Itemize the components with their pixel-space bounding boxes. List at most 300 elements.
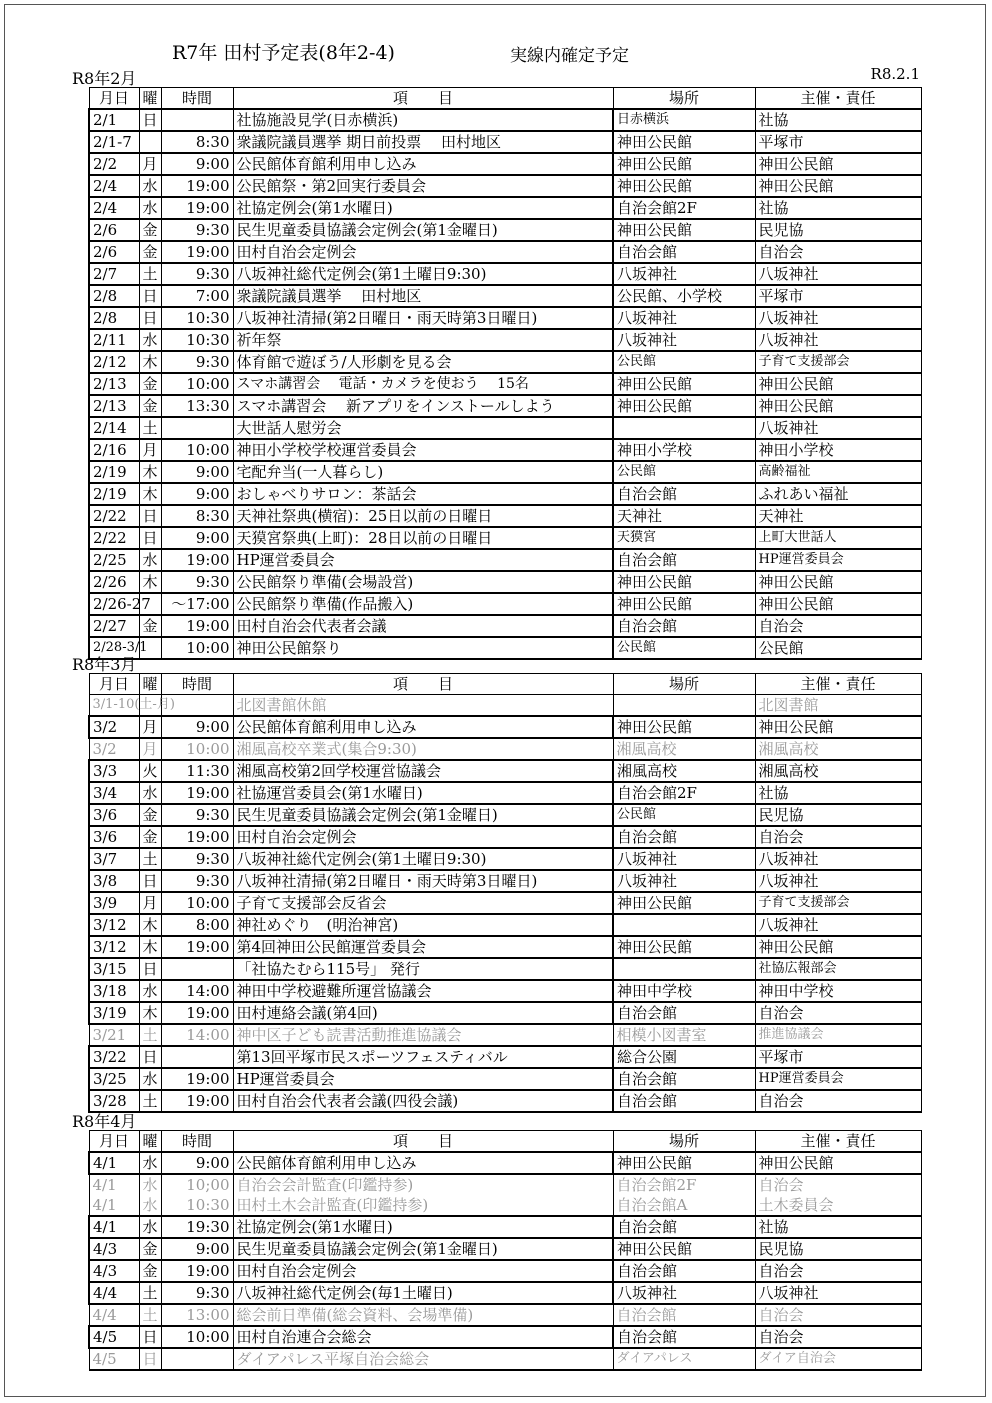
date-cell: 3/12 [89,936,139,958]
organizer-cell: 神田公民館 [755,153,921,175]
place-cell: 自治会館 [613,1216,755,1238]
time-cell: 9:30 [161,571,233,593]
item-cell: 民生児童委員協議会定例会(第1金曜日) [233,804,613,826]
item-cell: 公民館体育館利用申し込み [233,153,613,175]
organizer-cell: 神田小学校 [755,439,921,461]
weekday-cell: 日 [139,958,161,980]
weekday-cell: 日 [139,870,161,892]
organizer-cell: 八坂神社 [755,307,921,329]
weekday-cell: 水 [139,782,161,804]
item-cell: 八坂神社総代定例会(第1土曜日9:30) [233,848,613,870]
table-row [89,549,921,571]
table-row [89,1046,921,1068]
table-row [89,307,921,329]
table-row [89,980,921,1002]
time-cell: 10:00 [161,373,233,395]
organizer-cell: 平塚市 [755,131,921,153]
organizer-cell: HP運営委員会 [755,549,921,571]
item-cell: 社協施設見学(日赤横浜) [233,109,613,131]
organizer-cell: 八坂神社 [755,870,921,892]
weekday-cell: 金 [139,1238,161,1260]
date-cell: 3/19 [89,1002,139,1024]
time-cell: 9:30 [161,804,233,826]
schedule-table-apr [88,1130,922,1371]
weekday-cell: 金 [139,826,161,848]
date-cell: 2/14 [89,417,139,439]
place-cell: 神田公民館 [613,175,755,197]
weekday-cell: 水 [139,197,161,219]
item-cell: 田村自治会定例会 [233,1260,613,1282]
weekday-cell: 金 [139,373,161,395]
date-cell: 3/22 [89,1046,139,1068]
table-row [89,1282,921,1304]
organizer-cell: 北図書館 [755,695,921,717]
place-cell: 神田公民館 [613,1238,755,1260]
organizer-cell: 民児協 [755,804,921,826]
time-cell: 10:30 [161,329,233,351]
item-cell: 田村連絡会議(第4回) [233,1002,613,1024]
item-cell: 神中区子ども読書活動推進協議会 [233,1024,613,1046]
weekday-cell: 日 [139,1326,161,1348]
organizer-cell: 神田公民館 [755,395,921,417]
column-header-time: 時間 [161,1131,233,1153]
document-date: R8.2.1 [870,65,920,83]
date-cell: 3/6 [89,826,139,848]
item-cell: 天獏宮祭典(上町)：28日以前の日曜日 [233,527,613,549]
page-title: R7年 田村予定表(8年2-4) [172,42,395,64]
table-row [89,1260,921,1282]
weekday-cell: 水 [139,980,161,1002]
organizer-cell: HP運営委員会 [755,1068,921,1090]
item-cell: 子育て支援部会反省会 [233,892,613,914]
place-cell: 自治会館 [613,1326,755,1348]
place-cell: 神田小学校 [613,439,755,461]
date-cell: 3/18 [89,980,139,1002]
weekday-cell: 月 [139,439,161,461]
table-header-row [89,1131,921,1153]
date-cell: 2/25 [89,549,139,571]
organizer-cell: 社協 [755,109,921,131]
organizer-cell: 子育て支援部会 [755,892,921,914]
organizer-cell: 八坂神社 [755,417,921,439]
organizer-cell: 自治会 [755,241,921,263]
time-cell: 19:00 [161,1002,233,1024]
item-cell: 衆議院議員選挙 田村地区 [233,285,613,307]
weekday-cell: 土 [139,417,161,439]
item-cell: 八坂神社総代定例会(第1土曜日9:30) [233,263,613,285]
table-row [89,329,921,351]
item-cell: 大世話人慰労会 [233,417,613,439]
column-header-weekday: 曜 [139,1131,161,1153]
time-cell: 19:30 [161,1216,233,1238]
organizer-cell: 平塚市 [755,1046,921,1068]
place-cell: 八坂神社 [613,307,755,329]
date-cell: 4/3 [89,1260,139,1282]
weekday-cell: 月 [139,716,161,738]
item-cell: おしゃべりサロン：茶話会 [233,483,613,505]
table-row [89,958,921,980]
item-cell: スマホ講習会 新アプリをインストールしよう [233,395,613,417]
date-cell: 2/4 [89,197,139,219]
time-cell: 7:00 [161,285,233,307]
item-cell: 湘風高校卒業式(集合9:30) [233,738,613,760]
place-cell: 神田中学校 [613,980,755,1002]
date-cell: 4/4 [89,1304,139,1326]
table-row [89,285,921,307]
table-row [89,373,921,395]
table-row [89,1195,921,1216]
time-cell: 19:00 [161,1260,233,1282]
time-cell [161,417,233,439]
place-cell: 相模小図書室 [613,1024,755,1046]
table-row [89,760,921,782]
item-cell: 神田公民館祭り [233,637,613,659]
time-cell: 8:30 [161,131,233,153]
item-cell: 公民館体育館利用申し込み [233,1152,613,1174]
table-row [89,1238,921,1260]
organizer-cell: 社協 [755,197,921,219]
table-row [89,241,921,263]
table-row [89,826,921,848]
item-cell: 公民館祭・第2回実行委員会 [233,175,613,197]
organizer-cell: 自治会 [755,1326,921,1348]
place-cell: 神田公民館 [613,219,755,241]
place-cell: 公民館 [613,351,755,373]
table-row [89,1216,921,1238]
table-row [89,1024,921,1046]
column-header-item: 項 目 [233,1131,613,1153]
item-cell: 社協定例会(第1水曜日) [233,197,613,219]
time-cell: 10;00 [161,1174,233,1195]
place-cell: 自治会館 [613,1260,755,1282]
weekday-cell: 水 [139,329,161,351]
place-cell: 公民館 [613,637,755,659]
organizer-cell: 民児協 [755,1238,921,1260]
weekday-cell: 金 [139,241,161,263]
table-row [89,527,921,549]
time-cell: 9:00 [161,1152,233,1174]
place-cell: 自治会館 [613,483,755,505]
place-cell: 自治会館 [613,1304,755,1326]
organizer-cell: 神田公民館 [755,373,921,395]
item-cell: 神田小学校学校運営委員会 [233,439,613,461]
table-row [89,263,921,285]
organizer-cell: 八坂神社 [755,848,921,870]
weekday-cell: 土 [139,848,161,870]
weekday-cell: 木 [139,461,161,483]
place-cell: 神田公民館 [613,131,755,153]
date-cell: 4/5 [89,1326,139,1348]
place-cell: 自治会館 [613,826,755,848]
place-cell: 神田公民館 [613,395,755,417]
organizer-cell: 自治会 [755,1304,921,1326]
date-cell: 2/22 [89,527,139,549]
section-heading-mar: R8年3月 [72,655,137,674]
date-cell: 3/7 [89,848,139,870]
time-cell: 10:30 [161,1195,233,1216]
date-cell: 2/26 [89,571,139,593]
weekday-cell: 日 [139,1348,161,1370]
organizer-cell: 自治会 [755,826,921,848]
date-cell: 2/6 [89,241,139,263]
item-cell: スマホ講習会 電話・カメラを使おう 15名 [233,373,613,395]
item-cell: 公民館体育館利用申し込み [233,716,613,738]
place-cell: 天獏宮 [613,527,755,549]
weekday-cell: 水 [139,1068,161,1090]
table-row [89,716,921,738]
organizer-cell: 神田公民館 [755,571,921,593]
table-row [89,870,921,892]
item-cell: 「社協たむら115号」 発行 [233,958,613,980]
item-cell: 田村土木会計監査(印鑑持参) [233,1195,613,1216]
table-row [89,1174,921,1195]
organizer-cell: 神田公民館 [755,593,921,615]
organizer-cell: 公民館 [755,637,921,659]
item-cell: 民生児童委員協議会定例会(第1金曜日) [233,219,613,241]
time-cell: 19:00 [161,1068,233,1090]
place-cell [613,958,755,980]
weekday-cell: 水 [139,1152,161,1174]
place-cell [613,417,755,439]
item-cell: 田村自治会定例会 [233,826,613,848]
time-cell: 19:00 [161,936,233,958]
page-subtitle: 実線内確定予定 [510,46,629,66]
item-cell: 衆議院議員選挙 期日前投票 田村地区 [233,131,613,153]
table-row [89,461,921,483]
table-row [89,1002,921,1024]
item-cell: 八坂神社清掃(第2日曜日・雨天時第3日曜日) [233,870,613,892]
time-cell [161,1046,233,1068]
date-cell: 3/12 [89,914,139,936]
time-cell: 19:00 [161,782,233,804]
place-cell: 自治会館 [613,615,755,637]
place-cell: 湘風高校 [613,738,755,760]
date-cell: 3/21 [89,1024,139,1046]
time-cell: 14:00 [161,1024,233,1046]
time-cell: 10:30 [161,307,233,329]
schedule-table-mar [88,673,922,1113]
date-cell: 3/2 [89,738,139,760]
date-cell: 4/4 [89,1282,139,1304]
organizer-cell: 八坂神社 [755,1282,921,1304]
date-cell: 2/1-7 [89,131,139,153]
weekday-cell: 日 [139,307,161,329]
item-cell: 宅配弁当(一人暮らし) [233,461,613,483]
weekday-cell: 土 [139,1090,161,1112]
time-cell: 19:00 [161,197,233,219]
organizer-cell: 社協広報部会 [755,958,921,980]
weekday-cell: 水 [139,1216,161,1238]
item-cell: 天神社祭典(横宿)：25日以前の日曜日 [233,505,613,527]
table-row [89,804,921,826]
table-row [89,175,921,197]
organizer-cell: 神田公民館 [755,1152,921,1174]
weekday-cell: 日 [139,285,161,307]
item-cell: 公民館祭り準備(会場設営) [233,571,613,593]
item-cell: 体育館で遊ぼう/人形劇を見る会 [233,351,613,373]
date-cell: 2/2 [89,153,139,175]
organizer-cell: 神田中学校 [755,980,921,1002]
date-cell: 3/4 [89,782,139,804]
time-cell: 9:30 [161,219,233,241]
date-cell: 3/3 [89,760,139,782]
date-cell: 2/22 [89,505,139,527]
weekday-cell: 月 [139,892,161,914]
section-heading-apr: R8年4月 [72,1112,137,1131]
time-cell: 9:30 [161,848,233,870]
item-cell: 田村自治連合会総会 [233,1326,613,1348]
time-cell: 19:00 [161,826,233,848]
weekday-cell: 土 [139,1024,161,1046]
place-cell: 神田公民館 [613,571,755,593]
date-cell: 2/8 [89,285,139,307]
table-row [89,505,921,527]
organizer-cell: 自治会 [755,615,921,637]
time-cell: 10:00 [161,892,233,914]
time-cell: 9:00 [161,716,233,738]
place-cell: 八坂神社 [613,263,755,285]
organizer-cell: 自治会 [755,1090,921,1112]
table-row [89,109,921,131]
place-cell: 自治会館 [613,241,755,263]
column-header-organizer: 主催・責任 [755,88,921,110]
organizer-cell: 子育て支援部会 [755,351,921,373]
organizer-cell: 平塚市 [755,285,921,307]
item-cell: 田村自治会代表者会議(四役会議) [233,1090,613,1112]
date-cell: 2/19 [89,483,139,505]
time-cell [161,109,233,131]
weekday-cell: 金 [139,1260,161,1282]
table-row [89,1090,921,1112]
weekday-cell: 日 [139,527,161,549]
column-header-place: 場所 [613,1131,755,1153]
place-cell: ダイアパレス [613,1348,755,1370]
table-row [89,936,921,958]
column-header-place: 場所 [613,88,755,110]
place-cell: 神田公民館 [613,892,755,914]
place-cell: 八坂神社 [613,329,755,351]
organizer-cell: 天神社 [755,505,921,527]
place-cell: 自治会館 [613,1002,755,1024]
organizer-cell: 自治会 [755,1260,921,1282]
time-cell: 9:30 [161,351,233,373]
item-cell: ダイアパレス平塚自治会総会 [233,1348,613,1370]
time-cell: 14:00 [161,980,233,1002]
item-cell: 社協定例会(第1水曜日) [233,1216,613,1238]
item-cell: 祈年祭 [233,329,613,351]
organizer-cell: 八坂神社 [755,914,921,936]
weekday-cell: 木 [139,483,161,505]
organizer-cell: 八坂神社 [755,329,921,351]
column-header-item: 項 目 [233,88,613,110]
organizer-cell: 土木委員会 [755,1195,921,1216]
column-header-time: 時間 [161,674,233,695]
table-row [89,1152,921,1174]
place-cell [613,695,755,717]
place-cell: 自治会館2F [613,197,755,219]
date-cell: 2/26-27 [89,593,139,615]
time-cell: 9:30 [161,1282,233,1304]
organizer-cell: 神田公民館 [755,175,921,197]
time-cell: 11:30 [161,760,233,782]
time-cell: 19:00 [161,1090,233,1112]
place-cell: 総合公園 [613,1046,755,1068]
weekday-cell: 月 [139,153,161,175]
date-cell: 4/3 [89,1238,139,1260]
place-cell: 神田公民館 [613,1152,755,1174]
place-cell: 八坂神社 [613,1282,755,1304]
place-cell: 神田公民館 [613,373,755,395]
time-cell: 10:00 [161,1326,233,1348]
table-row [89,1348,921,1370]
weekday-cell: 水 [139,175,161,197]
column-header-organizer: 主催・責任 [755,1131,921,1153]
column-header-item: 項 目 [233,674,613,695]
place-cell: 天神社 [613,505,755,527]
column-header-date: 月日 [89,1131,139,1153]
weekday-cell: 水 [139,549,161,571]
table-row [89,615,921,637]
weekday-cell: 月 [139,738,161,760]
place-cell: 自治会館 [613,1068,755,1090]
time-cell: 9:00 [161,483,233,505]
column-header-time: 時間 [161,88,233,110]
date-cell: 3/25 [89,1068,139,1090]
table-header-row [89,674,921,695]
table-row [89,848,921,870]
table-row [89,197,921,219]
item-cell: 自治会会計監査(印鑑持参) [233,1174,613,1195]
date-cell: 2/8 [89,307,139,329]
item-cell: 社協運営委員会(第1水曜日) [233,782,613,804]
time-cell: 9:00 [161,1238,233,1260]
weekday-cell: 火 [139,760,161,782]
organizer-cell: 神田公民館 [755,716,921,738]
weekday-cell: 日 [139,109,161,131]
date-cell: 3/2 [89,716,139,738]
date-cell: 3/28 [89,1090,139,1112]
table-row [89,483,921,505]
item-cell: 第4回神田公民館運営委員会 [233,936,613,958]
organizer-cell: 民児協 [755,219,921,241]
table-row [89,1326,921,1348]
date-cell: 2/7 [89,263,139,285]
table-row [89,153,921,175]
date-cell: 3/9 [89,892,139,914]
organizer-cell: 推進協議会 [755,1024,921,1046]
time-cell: 10:00 [161,738,233,760]
time-cell: 19:00 [161,175,233,197]
date-cell: 4/1 [89,1152,139,1174]
place-cell: 公民館 [613,804,755,826]
table-row [89,695,921,717]
organizer-cell: 自治会 [755,1174,921,1195]
item-cell: HP運営委員会 [233,1068,613,1090]
table-row [89,914,921,936]
organizer-cell: 神田公民館 [755,936,921,958]
time-cell: 8:00 [161,914,233,936]
time-cell: 19:00 [161,549,233,571]
time-cell: 10:00 [161,637,233,659]
organizer-cell: 高齢福祉 [755,461,921,483]
time-cell: 13:00 [161,1304,233,1326]
item-cell: 田村自治会代表者会議 [233,615,613,637]
date-cell: 2/1 [89,109,139,131]
place-cell: 公民館、小学校 [613,285,755,307]
date-cell: 2/19 [89,461,139,483]
time-cell: 9:30 [161,870,233,892]
section-heading-feb: R8年2月 [72,69,137,88]
